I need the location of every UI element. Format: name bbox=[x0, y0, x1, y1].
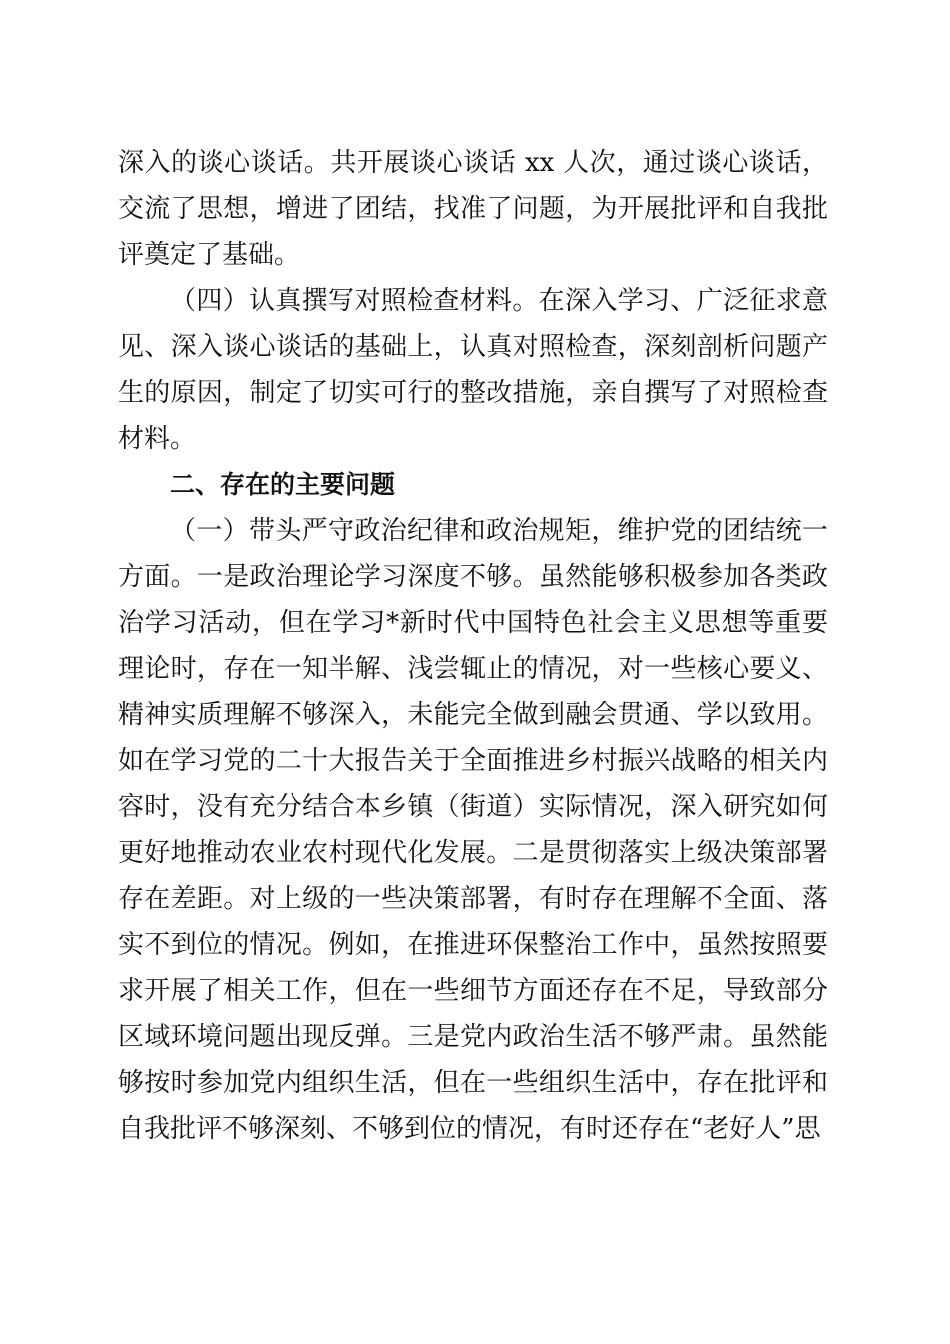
paragraph-talks-continuation: 深入的谈心谈话。共开展谈心谈话 xx 人次，通过谈心谈话，交流了思想，增进了团结，找准了问题，为开展批评和自我批评奠定了基础。 bbox=[118, 148, 828, 270]
paragraph-comparison-materials: （四）认真撰写对照检查材料。在深入学习、广泛征求意见、深入谈心谈话的基础上，认真对照检查，深刻剖析问题产生的原因，制定了切实可行的整改措施，亲自撰写了对照检查材料。 bbox=[118, 286, 828, 454]
paragraph-political-discipline: （一）带头严守政治纪律和政治规矩，维护党的团结统一方面。一是政治理论学习深度不够。虽然能够积极参加各类政治学习活动，但在学习*新时代中国特色社会主义思想等重要理论时，存在一知半解、浅尝辄止的情况，对一些核心要义、精神实质理解不够深入，未能完全做到融会贯通、学以致用。如在学习党的二十大报告关于全面推进乡村振兴战略的相关内容时，没有充分结合本乡镇（街道）实际情况，深入研究如何更好地推动农业农村现代化发展。二是贯彻落实上级决策部署存在差距。对上级的一些决策部署，有时存在理解不全面、落实不到位的情况。例如，在推进环保整治工作中，虽然按照要求开展了相关工作，但在一些细节方面还存在不足，导致部分区域环境问题出现反弹。三是党内政治生活不够严肃。虽然能够按时参加党内组织生活，但在一些组织生活中，存在批评和自我批评不够深刻、不够到位的情况，有时还存在“老好人”思 bbox=[118, 516, 828, 1144]
document-body bbox=[118, 140, 828, 1152]
section-heading-main-problems: 二、存在的主要问题 bbox=[170, 470, 396, 499]
